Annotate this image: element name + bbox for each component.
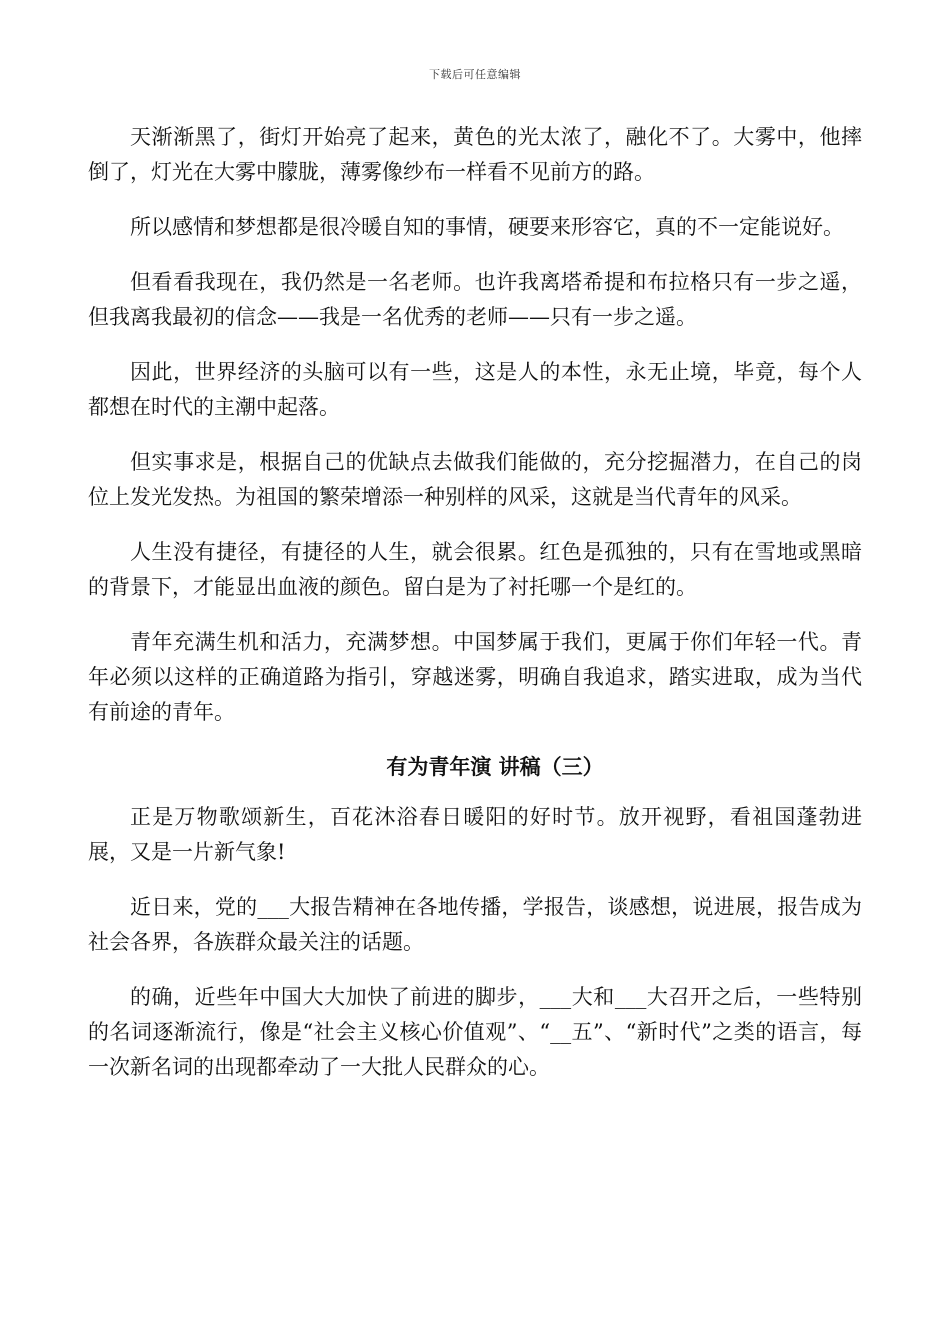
paragraph: 近日来，党的___大报告精神在各地传播，学报告，谈感想，说进展，报告成为社会各界，各族群众最关注的话题。	[88, 895, 862, 954]
document-body	[88, 120, 862, 1105]
paragraph: 正是万物歌颂新生，百花沐浴春日暖阳的好时节。放开视野，看祖国蓬勃进展，又是一片新气象!	[88, 805, 862, 864]
section-title: 有为青年演 讲稿（三）	[386, 755, 604, 779]
paragraph: 但看看我现在，我仍然是一名老师。也许我离塔希提和布拉格只有一步之遥，但我离我最初的信念——我是一名优秀的老师——只有一步之遥。	[88, 270, 862, 329]
paragraph: 人生没有捷径，有捷径的人生，就会很累。红色是孤独的，只有在雪地或黑暗的背景下，才能显出血液的颜色。留白是为了衬托哪一个是红的。	[88, 540, 862, 599]
paragraph: 但实事求是，根据自己的优缺点去做我们能做的，充分挖掘潜力，在自己的岗位上发光发热。为祖国的繁荣增添一种别样的风采，这就是当代青年的风采。	[88, 450, 862, 509]
paragraph: 所以感情和梦想都是很冷暖自知的事情，硬要来形容它，真的不一定能说好。	[130, 215, 844, 239]
paragraph: 的确，近些年中国大大加快了前进的脚步，___大和___大召开之后，一些特别的名词逐渐流行，像是“社会主义核心价值观”、“__五”、“新时代”之类的语言，每一次新名词的出现都牵动了一大批人民群众的心。	[88, 985, 862, 1079]
paragraph: 天渐渐黑了，街灯开始亮了起来，黄色的光太浓了，融化不了。大雾中，他摔倒了，灯光在大雾中朦胧，薄雾像纱布一样看不见前方的路。	[88, 125, 862, 184]
header-note: 下载后可任意编辑	[429, 68, 521, 81]
paragraph: 青年充满生机和活力，充满梦想。中国梦属于我们，更属于你们年轻一代。青年必须以这样的正确道路为指引，穿越迷雾，明确自我追求，踏实进取，成为当代有前途的青年。	[88, 630, 862, 724]
paragraph: 因此，世界经济的头脑可以有一些，这是人的本性，永无止境，毕竟，每个人都想在时代的主潮中起落。	[88, 360, 862, 419]
